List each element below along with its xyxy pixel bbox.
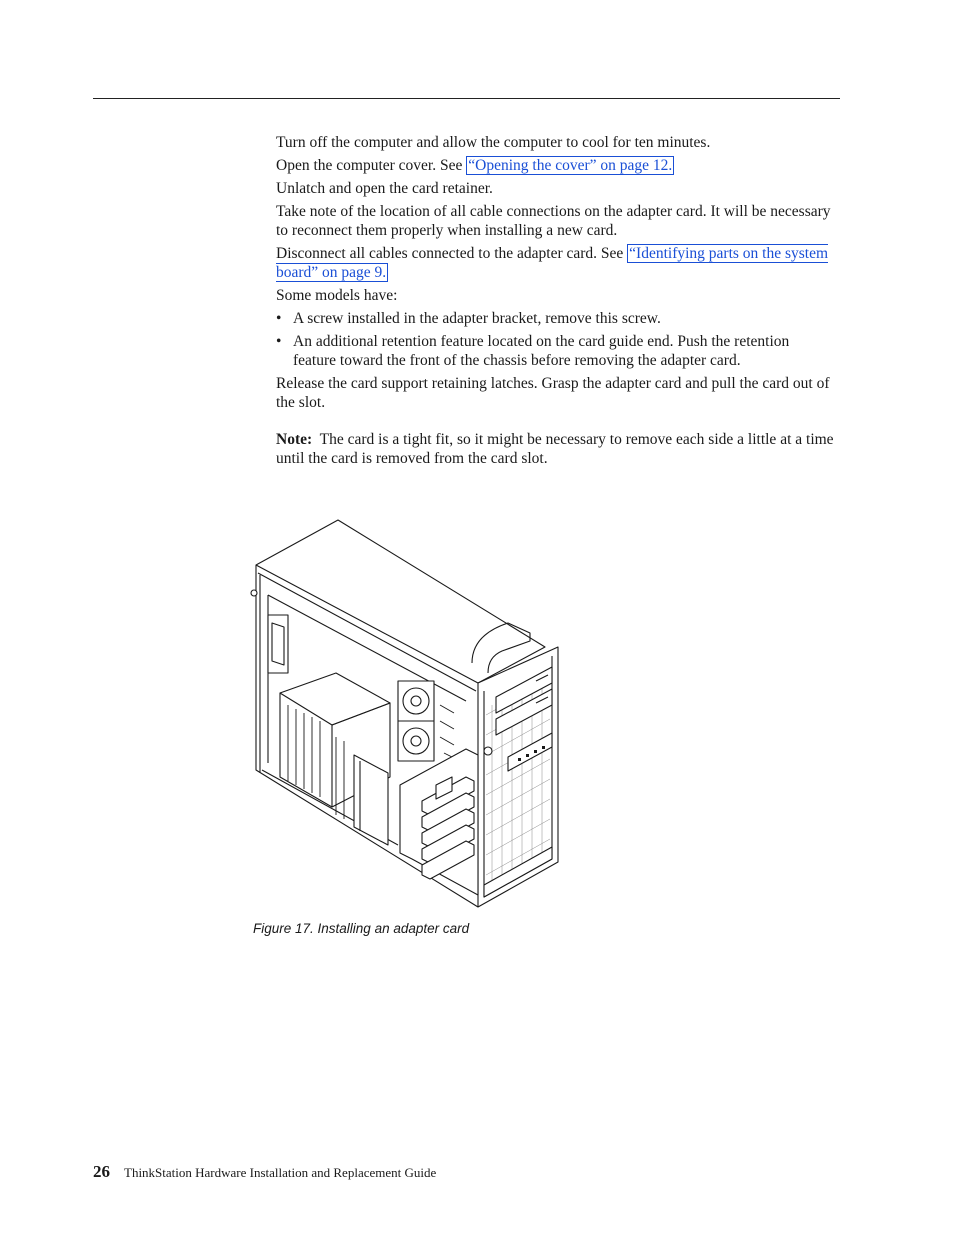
procedure-steps: [276, 133, 836, 472]
note-label: Note:: [276, 431, 313, 448]
step-disconnect-text: Disconnect all cables connected to the adapter card. See: [276, 245, 628, 262]
step-release-card: Release the card support retaining latches. Grasp the adapter card and pull the card out of the slot.: [276, 375, 830, 411]
step-unlatch-retainer: Unlatch and open the card retainer.: [276, 180, 493, 197]
models-list: [276, 309, 836, 370]
step-disconnect-cables: [276, 244, 836, 282]
link-identifying-parts[interactable]: “Identifying parts on the system board” on page 9.: [276, 245, 829, 281]
step-open-cover-text: Open the computer cover. See: [276, 157, 467, 174]
figure-caption: Figure 17. Installing an adapter card: [253, 921, 470, 936]
page-footer: [93, 1162, 436, 1182]
note-text: The card is a tight fit, so it might be necessary to remove each side a little at a time until the card is removed from the card slot.: [276, 431, 834, 467]
bullet-glyph: •: [276, 333, 282, 350]
step-turn-off: Turn off the computer and allow the computer to cool for ten minutes.: [276, 134, 711, 151]
bullet-text: An additional retention feature located on the card guide end. Push the retention feature toward the front of the chassis before removing the adapter card.: [293, 333, 790, 369]
bullet-glyph: •: [276, 310, 282, 327]
list-item: [276, 332, 836, 370]
list-item: [276, 309, 836, 328]
step-some-models: Some models have:: [276, 287, 398, 304]
header-rule: [93, 98, 840, 99]
bullet-text: A screw installed in the adapter bracket, remove this screw.: [293, 310, 661, 327]
page-number: 26: [93, 1162, 110, 1181]
link-opening-cover[interactable]: “Opening the cover” on page 12.: [468, 157, 673, 174]
note-paragraph: [276, 430, 836, 468]
step-open-cover: [276, 156, 836, 175]
step-note-cables: Take note of the location of all cable connections on the adapter card. It will be necessary to reconnect them properly when installing a new card.: [276, 203, 831, 239]
computer-chassis-illustration: [240, 515, 570, 915]
document-title: ThinkStation Hardware Installation and Replacement Guide: [124, 1165, 437, 1180]
